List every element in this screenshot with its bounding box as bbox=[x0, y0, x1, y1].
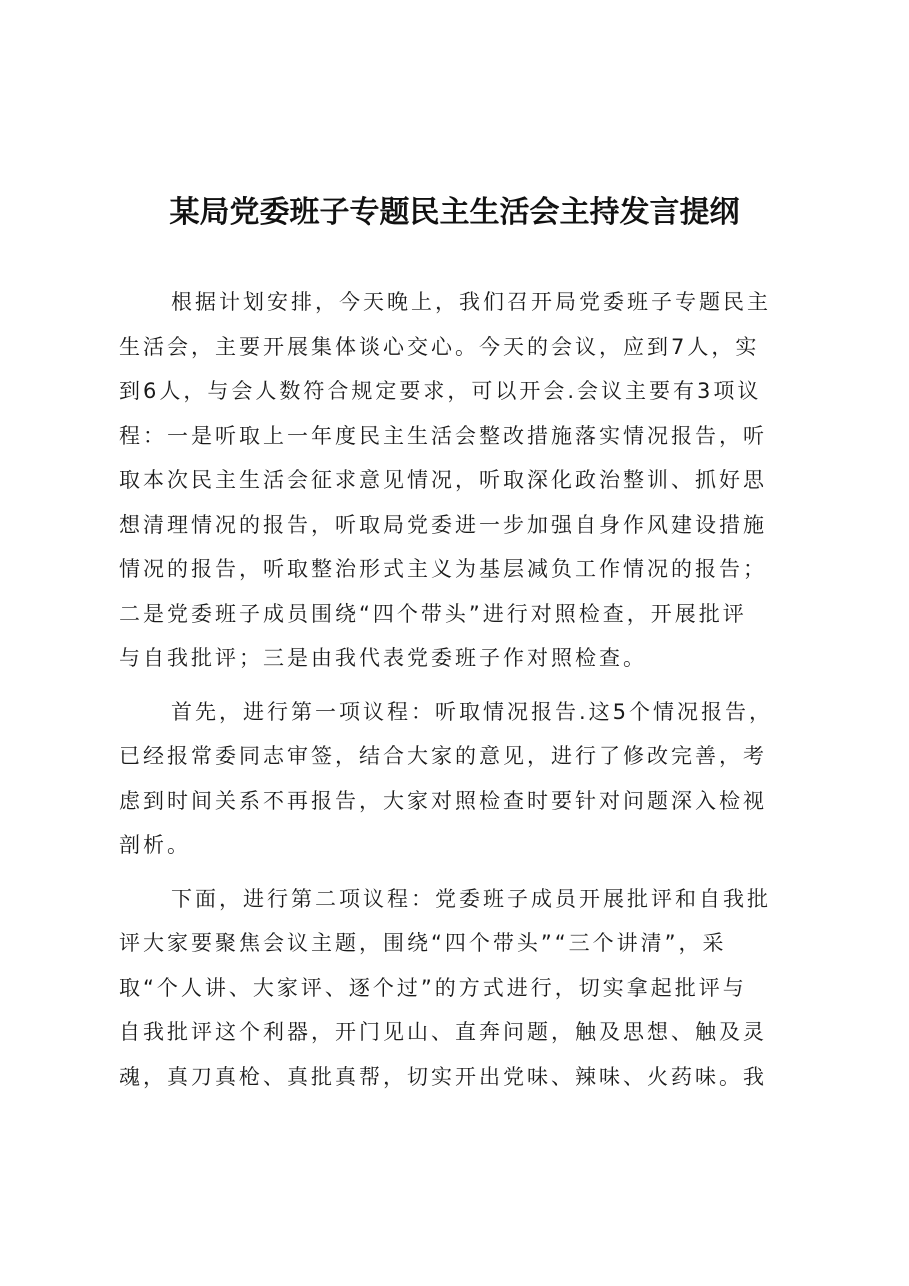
text-line: 魂，真刀真枪、真批真帮，切实开出党味、辣味、火药味。我 bbox=[119, 1064, 767, 1089]
text-line: 二是党委班子成员围绕“四个带头”进行对照检查，开展批评 bbox=[119, 601, 747, 626]
text-line: 剖析。 bbox=[119, 833, 191, 857]
paragraph-agenda-one bbox=[119, 690, 797, 868]
document-body bbox=[119, 280, 797, 1108]
text-line: 取“个人讲、大家评、逐个过”的方式进行，切实拿起批评与 bbox=[119, 975, 747, 1000]
text-line: 虑到时间关系不再报告，大家对照检查时要针对问题深入检视 bbox=[119, 788, 767, 813]
text-line: 情况的报告，听取整治形式主义为基层减负工作情况的报告； bbox=[119, 557, 767, 581]
text-line: 到6人，与会人数符合规定要求，可以开会.会议主要有3项议 bbox=[119, 379, 762, 403]
text-line: 自我批评这个利器，开门见山、直奔问题，触及思想、触及灵 bbox=[119, 1020, 767, 1044]
text-line: 首先，进行第一项议程：听取情况报告.这5个情况报告， bbox=[171, 699, 774, 724]
text-line: 想清理情况的报告，听取局党委进一步加强自身作风建设措施 bbox=[119, 512, 767, 537]
text-line: 下面，进行第二项议程：党委班子成员开展批评和自我批 bbox=[171, 886, 771, 911]
text-line: 生活会，主要开展集体谈心交心。今天的会议，应到7人，实 bbox=[119, 334, 760, 359]
text-line: 程：一是听取上一年度民主生活会整改措施落实情况报告，听 bbox=[119, 423, 767, 448]
document-title: 某局党委班子专题民主生活会主持发言提纲 bbox=[169, 195, 740, 230]
text-line: 取本次民主生活会征求意见情况，听取深化政治整训、抓好思 bbox=[119, 468, 767, 492]
text-line: 评大家要聚焦会议主题，围绕“四个带头”“三个讲清”，采 bbox=[119, 931, 727, 955]
text-line: 已经报常委同志审签，结合大家的意见，进行了修改完善，考 bbox=[119, 744, 767, 768]
text-line: 根据计划安排，今天晚上，我们召开局党委班子专题民主 bbox=[171, 290, 771, 314]
text-line: 与自我批评；三是由我代表党委班子作对照检查。 bbox=[119, 646, 647, 670]
paragraph-opening bbox=[119, 280, 797, 681]
paragraph-agenda-two bbox=[119, 877, 797, 1100]
